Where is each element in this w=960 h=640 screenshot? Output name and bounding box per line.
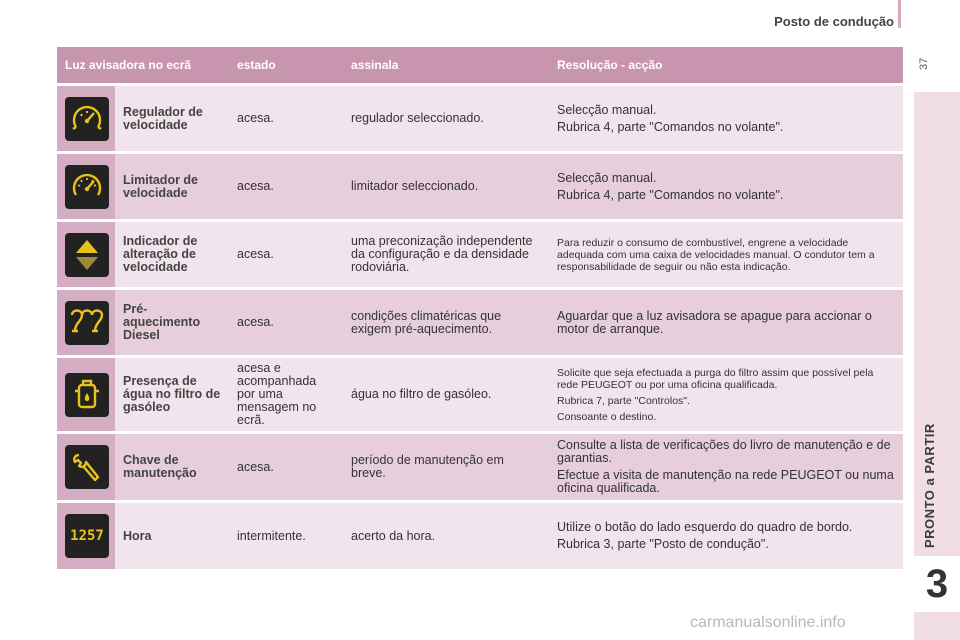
light-name: Hora bbox=[115, 503, 229, 569]
light-meaning: acerto da hora. bbox=[343, 503, 549, 569]
light-name: Chave de manutenção bbox=[115, 434, 229, 500]
icon-cell bbox=[57, 222, 115, 287]
light-state: intermitente. bbox=[229, 503, 343, 569]
glow-plug-icon bbox=[65, 301, 109, 345]
light-state: acesa. bbox=[229, 290, 343, 355]
icon-cell bbox=[57, 358, 115, 431]
action-line: Rubrica 3, parte "Posto de condução". bbox=[557, 537, 769, 551]
action-line: Rubrica 7, parte "Controlos". bbox=[557, 394, 690, 407]
watermark: carmanualsonline.info bbox=[690, 614, 846, 631]
clock-display-digits: 1257 bbox=[70, 527, 104, 544]
icon-cell bbox=[57, 290, 115, 355]
table-row bbox=[57, 503, 903, 569]
icon-cell bbox=[57, 86, 115, 151]
speed-regulator-icon bbox=[65, 97, 109, 141]
column-header-meaning: assinala bbox=[343, 47, 549, 83]
gear-shift-indicator-icon bbox=[65, 233, 109, 277]
light-state: acesa e acompanhada por uma mensagem no ecrã. bbox=[229, 358, 343, 431]
light-action bbox=[549, 154, 903, 219]
icon-cell bbox=[57, 503, 115, 569]
column-header-light: Luz avisadora no ecrã bbox=[57, 47, 229, 83]
light-action bbox=[549, 290, 903, 355]
icon-cell bbox=[57, 154, 115, 219]
page-number: 37 bbox=[918, 57, 930, 70]
light-action bbox=[549, 503, 903, 569]
light-meaning: limitador seleccionado. bbox=[343, 154, 549, 219]
table-row bbox=[57, 222, 903, 287]
light-state: acesa. bbox=[229, 86, 343, 151]
service-wrench-icon bbox=[65, 445, 109, 489]
action-line: Rubrica 4, parte "Comandos no volante". bbox=[557, 187, 784, 202]
header-divider bbox=[898, 0, 901, 28]
table-row bbox=[57, 154, 903, 219]
action-line: Efectue a visita de manutenção na rede PEUGEOT ou numa oficina qualificada. bbox=[557, 468, 894, 495]
action-line: Selecção manual. bbox=[557, 102, 657, 117]
action-line: Consulte a lista de verificações do livro de manutenção e de garantias. bbox=[557, 438, 891, 465]
chapter-number: 3 bbox=[914, 556, 960, 612]
action-line: Consoante o destino. bbox=[557, 410, 657, 423]
light-action bbox=[549, 358, 903, 431]
clock-display-icon bbox=[65, 514, 109, 558]
table-header-row bbox=[57, 47, 903, 83]
light-meaning: período de manutenção em breve. bbox=[343, 434, 549, 500]
action-line: Utilize o botão do lado esquerdo do quadro de bordo. bbox=[557, 520, 853, 534]
light-action bbox=[549, 86, 903, 151]
light-action bbox=[549, 434, 903, 500]
light-name: Pré-aquecimento Diesel bbox=[115, 290, 229, 355]
table-row bbox=[57, 86, 903, 151]
table-row bbox=[57, 290, 903, 355]
table-row bbox=[57, 434, 903, 500]
light-state: acesa. bbox=[229, 434, 343, 500]
light-name: Indicador de alteração de velocidade bbox=[115, 222, 229, 287]
light-state: acesa. bbox=[229, 154, 343, 219]
light-name: Limitador de velocidade bbox=[115, 154, 229, 219]
action-line: Selecção manual. bbox=[557, 170, 657, 185]
speed-limiter-icon bbox=[65, 165, 109, 209]
action-line: Rubrica 4, parte "Comandos no volante". bbox=[557, 119, 784, 134]
chapter-side-label: PRONTO a PARTIR bbox=[922, 423, 937, 548]
column-header-action: Resolução - acção bbox=[549, 47, 903, 83]
light-meaning: regulador seleccionado. bbox=[343, 86, 549, 151]
water-in-diesel-icon bbox=[65, 373, 109, 417]
light-name: Presença de água no filtro de gasóleo bbox=[115, 358, 229, 431]
action-line: Para reduzir o consumo de combustível, engrene a velocidade adequada com uma caixa de velocidades manual. O condutor tem a responsabilidade de seguir ou não esta indicação. bbox=[557, 236, 875, 273]
icon-cell bbox=[57, 434, 115, 500]
action-line: Solicite que seja efectuada a purga do filtro assim que possível pela rede PEUGEOT ou por uma oficina qualificada. bbox=[557, 366, 874, 391]
light-meaning: condições climatéricas que exigem pré-aquecimento. bbox=[343, 290, 549, 355]
action-line: Aguardar que a luz avisadora se apague para accionar o motor de arranque. bbox=[557, 308, 872, 336]
light-state: acesa. bbox=[229, 222, 343, 287]
light-meaning: água no filtro de gasóleo. bbox=[343, 358, 549, 431]
warning-lights-table bbox=[57, 44, 903, 572]
table-row bbox=[57, 358, 903, 431]
light-name: Regulador de velocidade bbox=[115, 86, 229, 151]
light-meaning: uma preconização independente da configuração e da densidade rodoviária. bbox=[343, 222, 549, 287]
light-action bbox=[549, 222, 903, 287]
page-header-title: Posto de condução bbox=[774, 14, 894, 29]
column-header-state: estado bbox=[229, 47, 343, 83]
